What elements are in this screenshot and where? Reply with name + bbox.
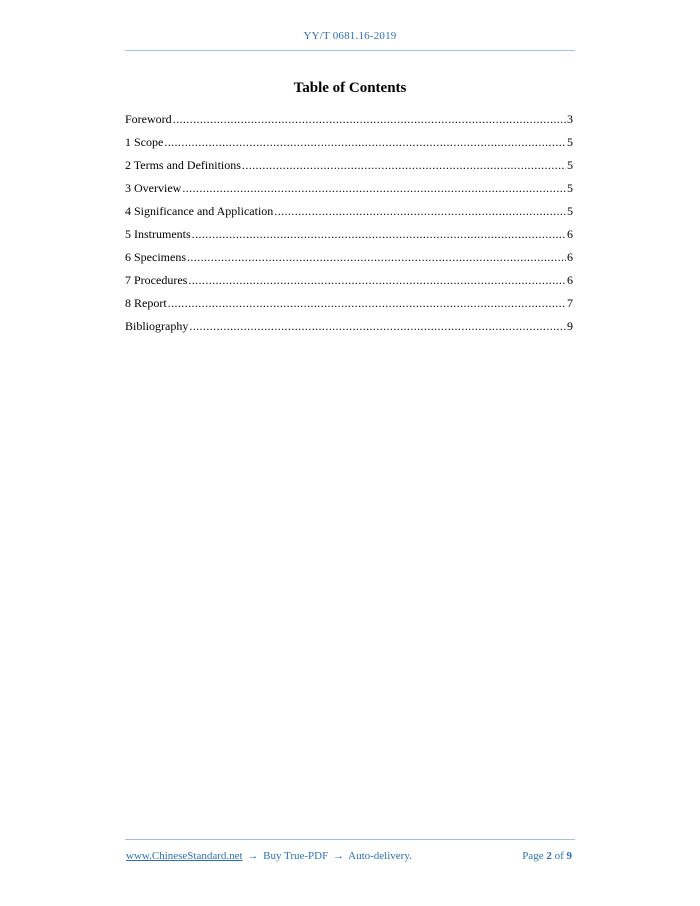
toc-entry-label: 4 Significance and Application [125,204,274,218]
page-word: Page [522,850,544,862]
footer-divider [125,839,575,840]
footer-promo [126,850,412,862]
arrow-right-icon: → [332,850,344,862]
dot-leader [189,319,566,334]
dot-leader [182,181,566,196]
toc-entry-label: 3 Overview [125,181,182,195]
dot-leader [168,296,566,311]
toc-title: Table of Contents [293,80,407,96]
dot-leader [192,227,566,242]
toc-entry-significance-and-application[interactable] [125,204,573,227]
dot-leader [187,250,566,265]
website-link[interactable]: www.ChineseStandard.net [126,850,243,862]
total-pages-number: 9 [566,850,572,862]
toc-entry-label: Foreword [125,112,172,126]
toc-entry-page: 3 [567,112,573,126]
toc-entry-terms-and-definitions[interactable] [125,158,573,181]
toc-entry-page: 5 [567,158,573,172]
toc-entry-scope[interactable] [125,135,573,158]
toc-entry-foreword[interactable] [125,112,573,135]
page-indicator [522,850,572,862]
dot-leader [242,158,566,173]
arrow-right-icon: → [247,850,259,862]
toc-entry-label: 2 Terms and Definitions [125,158,241,172]
toc-entry-report[interactable] [125,296,573,319]
toc-entry-page: 5 [567,135,573,149]
toc-entry-label: 6 Specimens [125,250,186,264]
toc-entry-label: 8 Report [125,296,167,310]
header-divider [125,50,575,51]
current-page-number: 2 [546,850,552,862]
toc-entry-label: 5 Instruments [125,227,191,241]
toc-entry-page: 6 [567,227,573,241]
toc-entry-page: 7 [567,296,573,310]
toc-entry-instruments[interactable] [125,227,573,250]
toc-list [125,112,573,342]
toc-entry-page: 6 [567,250,573,264]
dot-leader [274,204,566,219]
buy-pdf-text: Buy True-PDF [263,850,329,862]
of-word: of [554,850,564,862]
dot-leader [188,273,566,288]
toc-entry-page: 6 [567,273,573,287]
toc-entry-label: 7 Procedures [125,273,188,287]
dot-leader [173,112,566,127]
auto-delivery-text: Auto-delivery. [348,850,412,862]
toc-entry-page: 5 [567,181,573,195]
toc-entry-procedures[interactable] [125,273,573,296]
toc-entry-bibliography[interactable] [125,319,573,342]
page-header [0,30,700,42]
toc-entry-page: 5 [567,204,573,218]
standard-code: YY/T 0681.16-2019 [303,30,397,42]
toc-entry-overview[interactable] [125,181,573,204]
toc-entry-page: 9 [567,319,573,333]
toc-entry-label: Bibliography [125,319,189,333]
toc-entry-specimens[interactable] [125,250,573,273]
toc-entry-label: 1 Scope [125,135,164,149]
dot-leader [164,135,566,150]
